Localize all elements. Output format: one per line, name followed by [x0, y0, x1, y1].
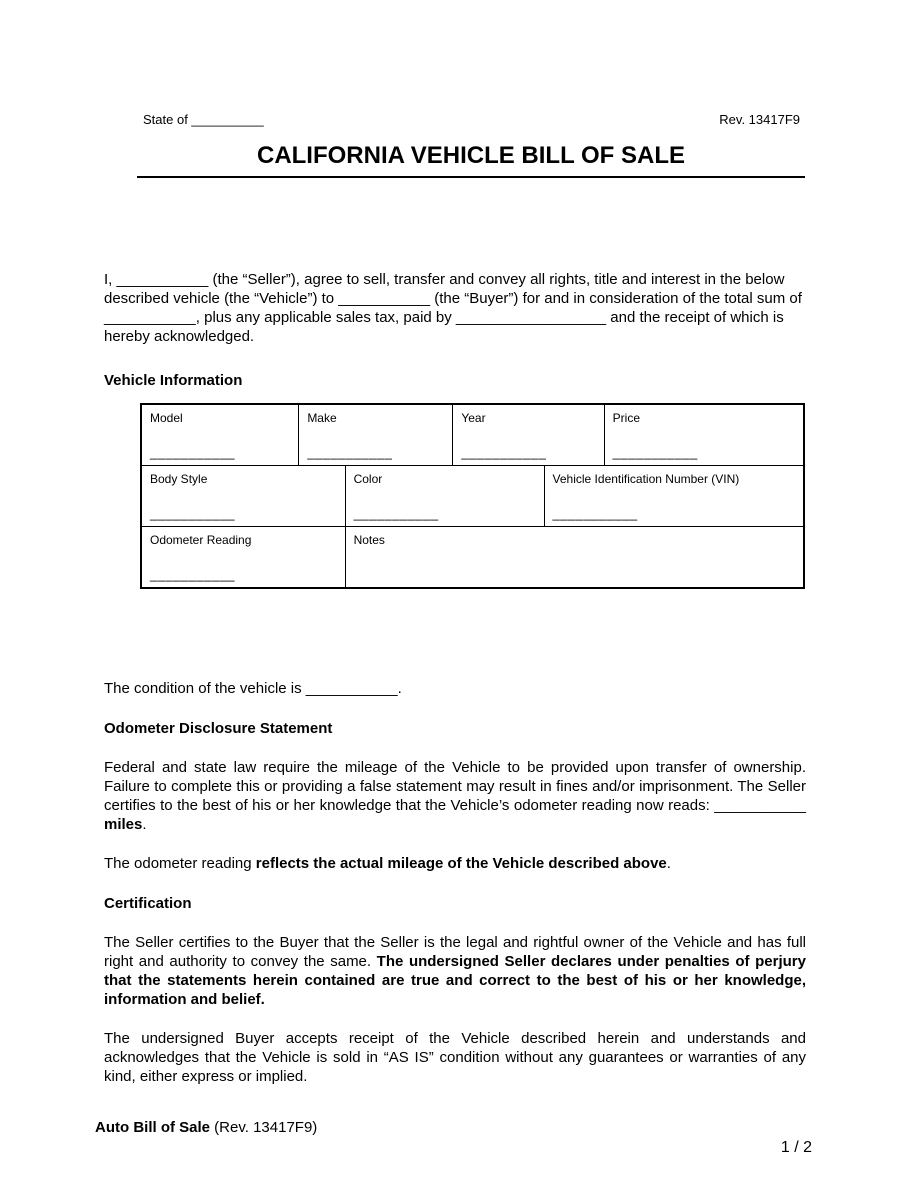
header-row [0, 0, 910, 127]
buyer-name-blank: ___________ [338, 290, 431, 307]
odometer-reading-line-blank: ___________ [714, 797, 806, 814]
condition-text-1: The condition of the vehicle is [104, 680, 306, 697]
price-blank: ___________ [612, 445, 698, 460]
condition-blank: ___________ [305, 680, 398, 697]
cell-color [346, 466, 545, 526]
price-label: Price [612, 411, 641, 425]
body-style-blank: ___________ [150, 506, 236, 521]
certification-perjury-bold: The undersigned Seller declares under penalties of perjury that the statements herein contained are true and correct to the best of his or her knowledge, information and belief. [104, 953, 806, 1008]
odometer-disclosure-paragraph [104, 758, 806, 834]
cell-model [142, 405, 299, 465]
model-label: Model [150, 411, 183, 425]
condition-text-2: . [397, 680, 402, 697]
vehicle-info-table [140, 403, 805, 589]
cell-make [299, 405, 453, 465]
make-label: Make [307, 411, 337, 425]
revision-label: Rev. 13417F9 [719, 112, 800, 127]
color-label: Color [353, 472, 383, 486]
intro-text-2: (the “Seller”), agree to sell, transfer and convey all rights, title and interest in the below described vehicle (the “Vehicle”) to [104, 271, 785, 307]
condition-line [104, 679, 806, 698]
odometer-reading-blank: ___________ [150, 567, 236, 582]
year-blank: ___________ [461, 445, 547, 460]
model-blank: ___________ [150, 445, 236, 460]
intro-text-1: I, [104, 271, 117, 288]
certification-buyer-paragraph: The undersigned Buyer accepts receipt of the Vehicle described herein and understands and acknowledges that the Vehicle is sold in “AS IS” condition without any guarantees or warranties of any kind, either express or implied. [104, 1030, 806, 1085]
table-row [142, 527, 803, 587]
reflects-text-1: The odometer reading [104, 855, 256, 872]
reflects-text-2: . [666, 855, 671, 872]
cell-notes [346, 527, 803, 587]
footer [95, 1118, 317, 1137]
total-sum-blank: ___________ [104, 309, 196, 326]
color-blank: ___________ [353, 506, 439, 521]
odometer-text-2: . [142, 816, 147, 833]
odometer-miles-bold: miles [104, 816, 143, 833]
vehicle-information-heading: Vehicle Information [104, 372, 243, 389]
cell-year [453, 405, 604, 465]
state-of-label: State of [143, 112, 192, 127]
title-underline [137, 176, 805, 178]
page-number: 1 / 2 [780, 1139, 812, 1156]
footer-revision: (Rev. 13417F9) [210, 1119, 318, 1136]
seller-name-blank: ___________ [116, 271, 209, 288]
odometer-disclosure-heading: Odometer Disclosure Statement [104, 720, 333, 737]
cell-body-style [142, 466, 346, 526]
paid-by-blank: __________________ [455, 309, 607, 326]
odometer-reading-label: Odometer Reading [150, 533, 252, 547]
table-row [142, 466, 803, 527]
cell-vin [545, 466, 803, 526]
odometer-text-1: Federal and state law require the mileage of the Vehicle to be provided upon transfer of ownership. Failure to complete this or providing a false statement may result in fines and/or imprisonment. The Seller certifies to the best of his or her knowledge that the Vehicle’s odometer reading now reads: [104, 759, 806, 814]
document-body [104, 270, 806, 1086]
cell-odometer-reading [142, 527, 346, 587]
intro-text-3: (the “Buyer”) for and in consideration of the total sum of [430, 290, 802, 307]
state-of-blank: __________ [191, 112, 264, 127]
make-blank: ___________ [307, 445, 393, 460]
footer-title: Auto Bill of Sale [95, 1119, 211, 1136]
year-label: Year [461, 411, 486, 425]
certification-seller-paragraph [104, 933, 806, 1009]
intro-paragraph [104, 270, 806, 346]
vin-label: Vehicle Identification Number (VIN) [552, 472, 740, 486]
certification-text: The Seller certifies to the Buyer that the Seller is the legal and rightful owner of the Vehicle and has full right and authority to convey the same. [104, 934, 806, 970]
state-of-line [143, 112, 264, 127]
intro-text-5: and the receipt of which is hereby acknowledged. [104, 309, 784, 345]
reflects-bold: reflects the actual mileage of the Vehicle described above [255, 855, 667, 872]
intro-text-4: , plus any applicable sales tax, paid by [195, 309, 456, 326]
table-row [142, 405, 803, 466]
document-title: CALIFORNIA VEHICLE BILL OF SALE [256, 142, 685, 169]
body-style-label: Body Style [150, 472, 208, 486]
cell-price [605, 405, 803, 465]
notes-label: Notes [353, 533, 385, 547]
certification-heading: Certification [104, 895, 192, 912]
vin-blank: ___________ [552, 506, 638, 521]
odometer-reflects-line [104, 854, 806, 873]
